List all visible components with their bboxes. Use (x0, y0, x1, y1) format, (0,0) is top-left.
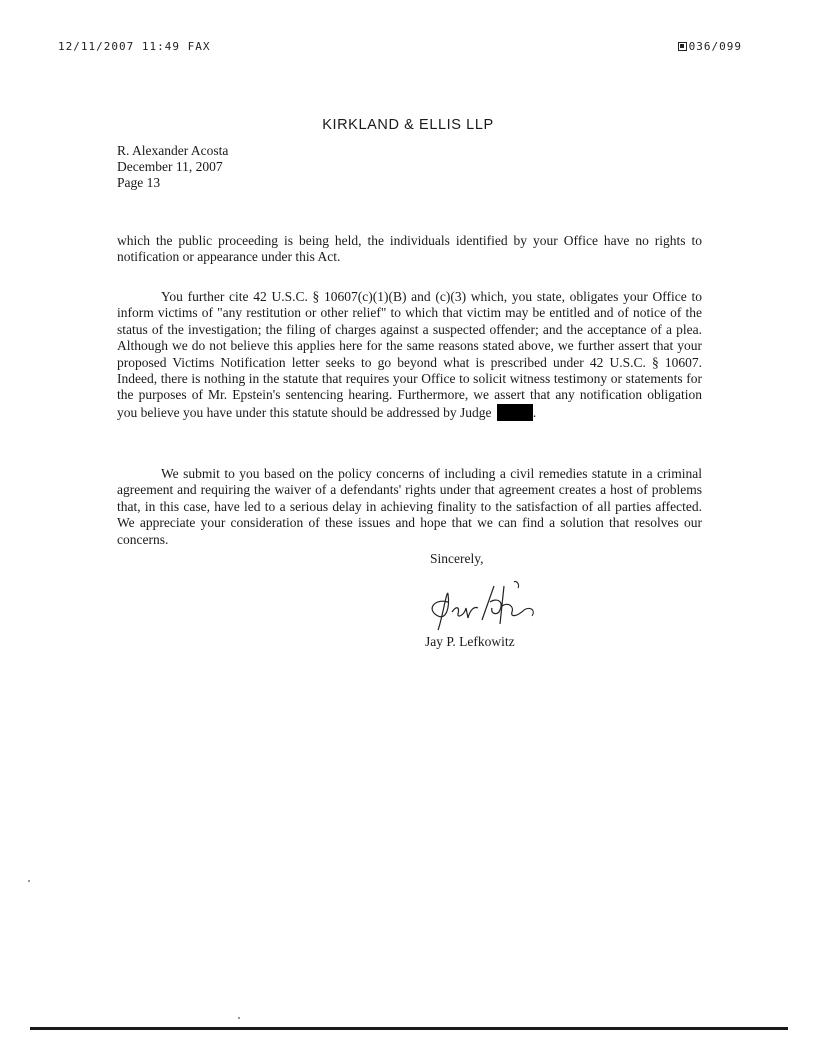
scan-speck (238, 1017, 240, 1019)
fax-timestamp: 12/11/2007 11:49 FAX (58, 40, 211, 53)
handwritten-signature (420, 580, 550, 640)
scan-speck (28, 880, 30, 882)
closing-salutation: Sincerely, (430, 551, 484, 566)
page-number: Page 13 (117, 175, 161, 190)
paragraph-1: which the public proceeding is being held, the individuals identified by your Office have no rights to notification or appearance under this Act. (117, 233, 702, 265)
paragraph-2-text: You further cite 42 U.S.C. § 10607(c)(1)(B) and (c)(3) which, you state, obligates your Office to inform victims of "any restitution or other relief" to which that victim may be entitled and of notice of the status of the investigation; the filing of charges against a suspected offender; and the acceptance of a plea. Although we do not believe this applies here for the same reasons stated above, we further assert that your proposed Victims Notification letter seeks to go beyond what is prescribed under 42 U.S.C. § 10607. Indeed, there is nothing in the statute that requires your Office to solicit witness testimony or statements for the purposes of Mr. Epstein's sentencing hearing. Furthermore, we assert that any notification obligation you believe you have under this statute should be addressed by Judge (117, 289, 702, 420)
addressee-name: R. Alexander Acosta (117, 143, 229, 158)
page-bottom-rule (30, 1027, 788, 1030)
redaction-box (497, 404, 533, 421)
signer-name: Jay P. Lefkowitz (425, 634, 515, 649)
paragraph-2 (117, 289, 702, 421)
addressee-block (117, 143, 228, 191)
letterhead-firm-name: KIRKLAND & ELLIS LLP (322, 117, 494, 133)
fax-page-counter (678, 40, 742, 53)
letter-date: December 11, 2007 (117, 159, 223, 174)
paragraph-2-end: . (532, 404, 537, 420)
fax-page-icon (678, 42, 687, 51)
fax-page-number: 036/099 (688, 40, 742, 53)
paragraph-3: We submit to you based on the policy concerns of including a civil remedies statute in a criminal agreement and requiring the waiver of a defendants' rights under that agreement creates a host of problems that, in this case, have led to a serious delay in achieving finality to the satisfaction of all parties affected. We appreciate your consideration of these issues and hope that we can find a solution that resolves our concerns. (117, 466, 702, 547)
